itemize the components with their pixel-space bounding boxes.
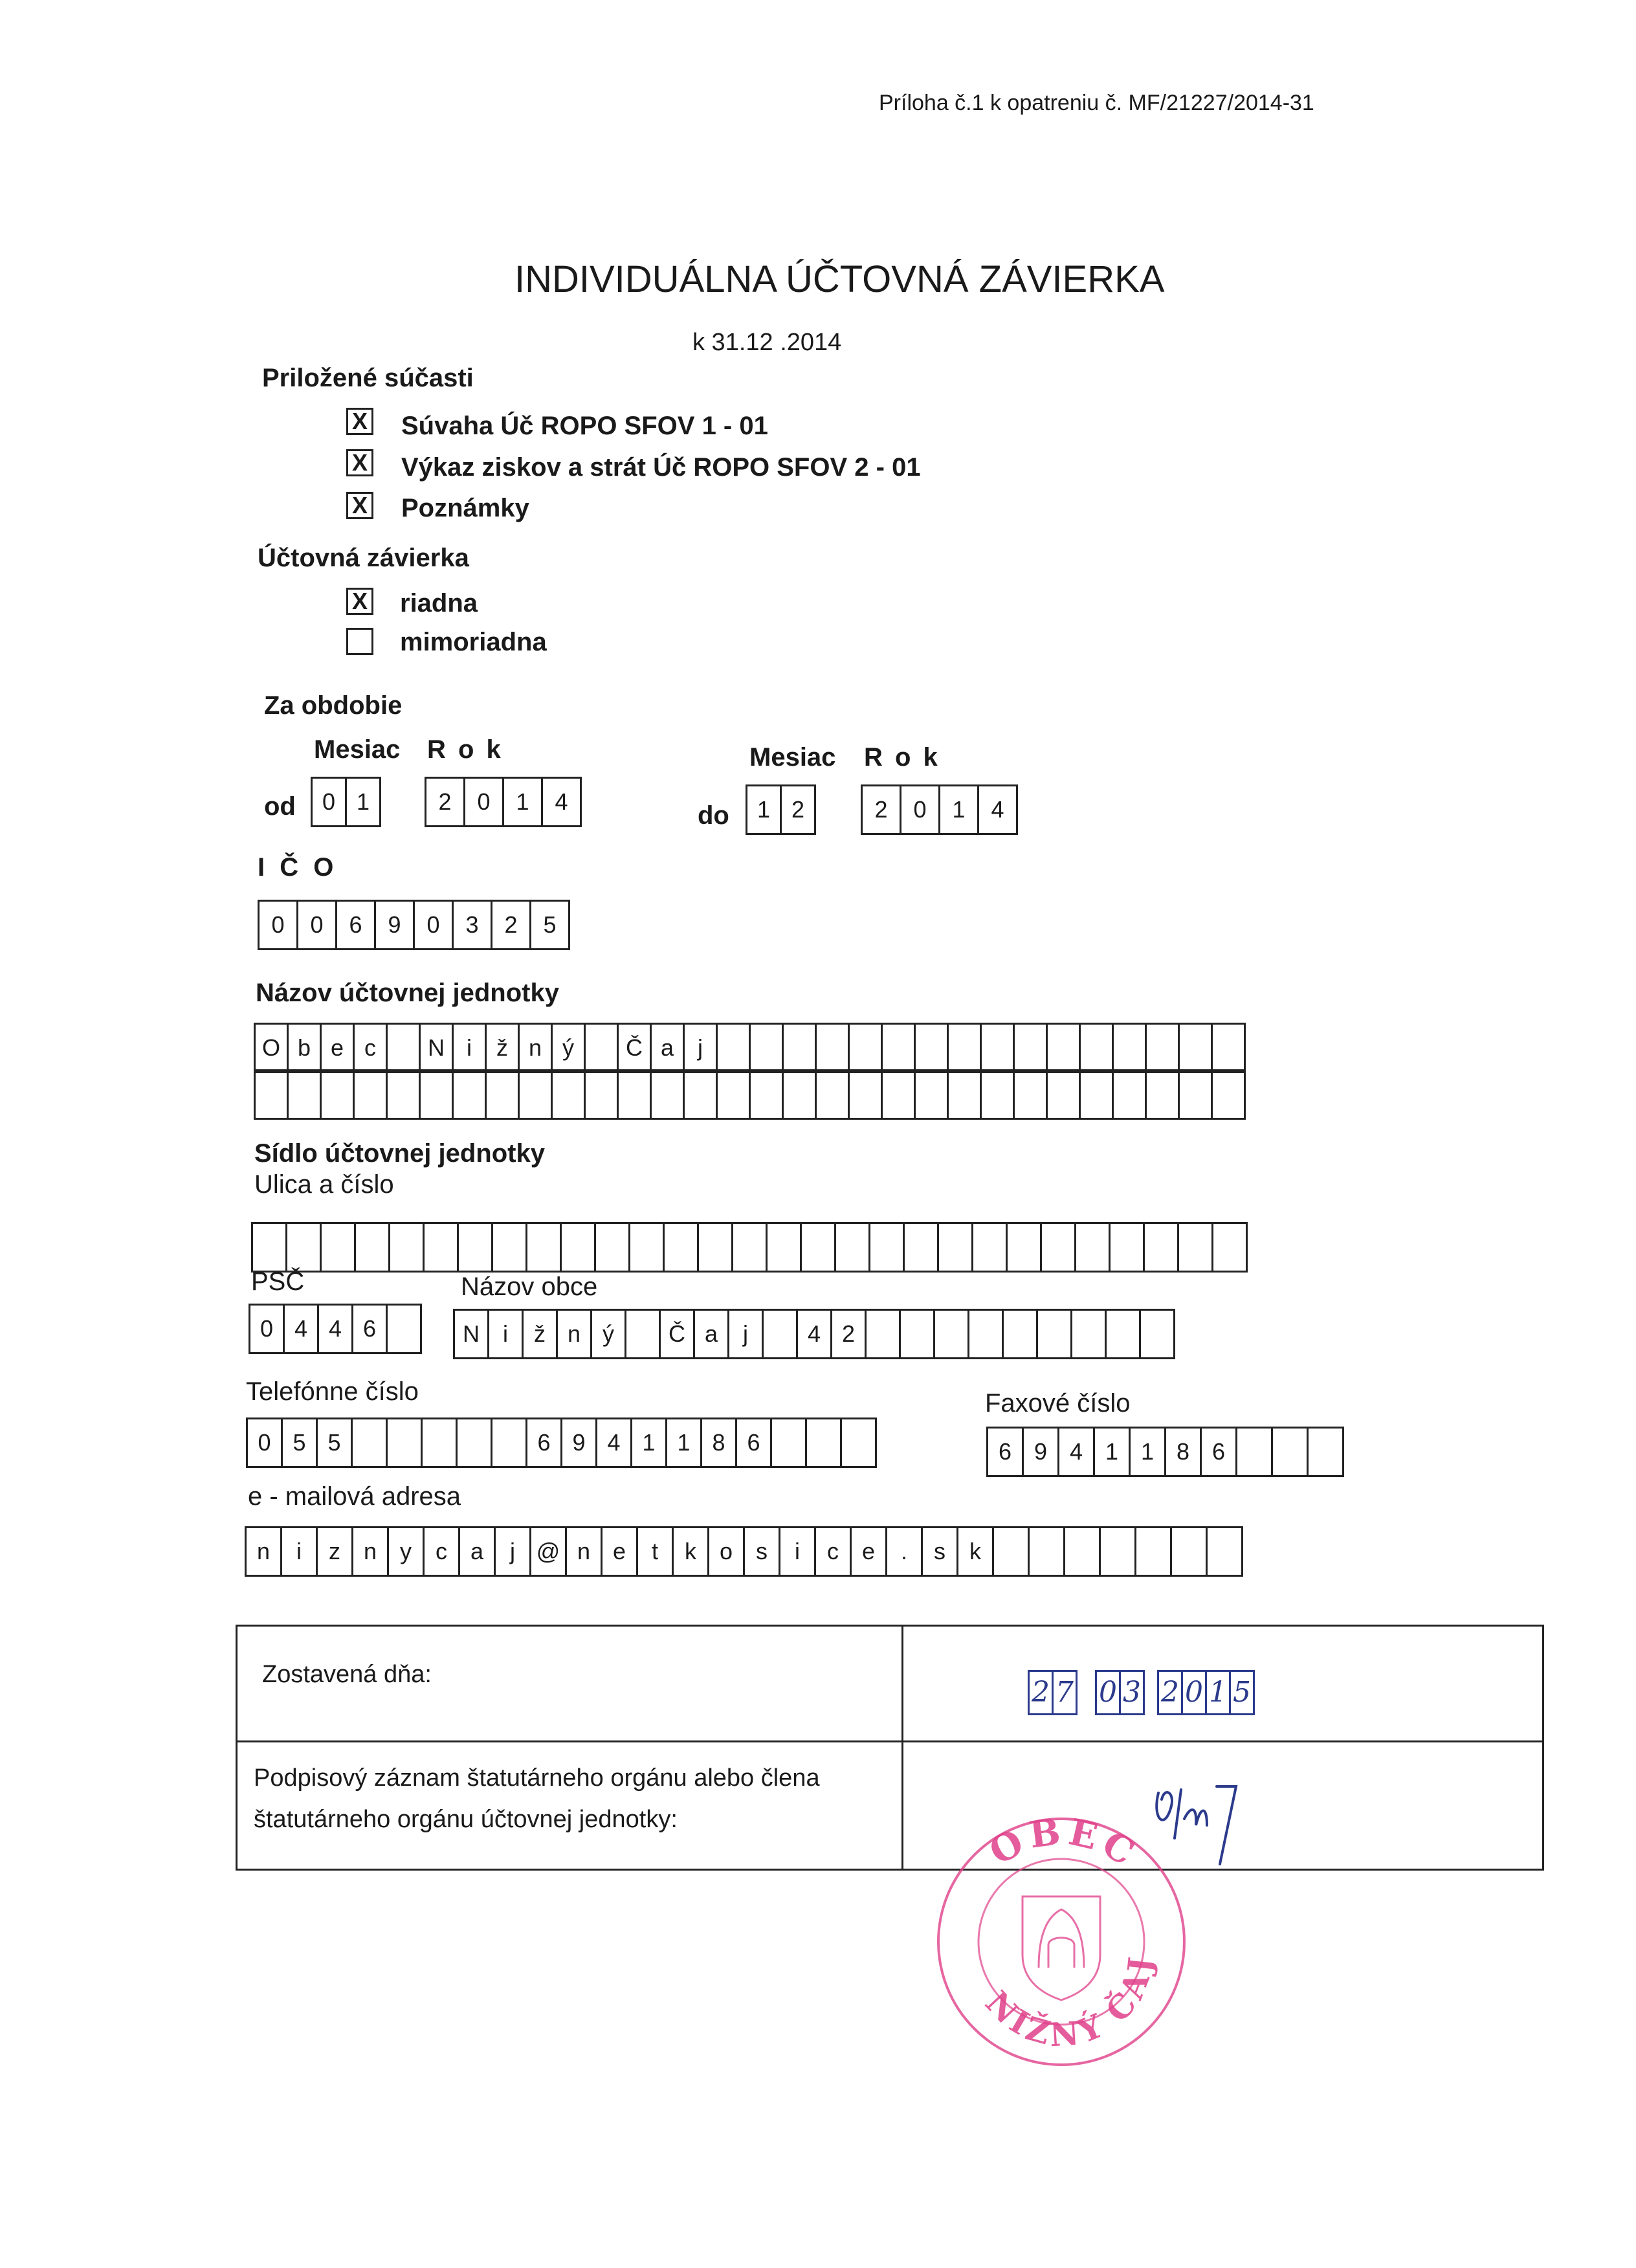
from-month-digit[interactable]: 0 (311, 777, 347, 827)
entity-name-char[interactable] (815, 1069, 850, 1120)
street-char[interactable] (937, 1222, 973, 1273)
email-char[interactable] (1206, 1526, 1243, 1577)
street-char[interactable] (1211, 1222, 1248, 1273)
email-char[interactable]: s (921, 1526, 958, 1577)
street-char[interactable] (1006, 1222, 1042, 1273)
email-char[interactable]: s (743, 1526, 780, 1577)
street-char[interactable] (423, 1222, 459, 1273)
fax-boxes[interactable] (986, 1427, 1344, 1477)
phone-digit[interactable] (840, 1418, 877, 1468)
date-line: k 31.12 .2014 (692, 329, 842, 356)
entity-name-char[interactable] (1145, 1023, 1180, 1073)
to-month-digit[interactable]: 1 (746, 784, 782, 835)
document-title: INDIVIDUÁLNA ÚČTOVNÁ ZÁVIERKA (514, 258, 1165, 300)
email-char[interactable]: k (956, 1526, 994, 1577)
phone-digit[interactable]: 6 (525, 1418, 562, 1468)
entity-name-char[interactable]: Č (617, 1023, 652, 1073)
city-char[interactable] (1139, 1309, 1175, 1359)
email-char[interactable]: . (885, 1526, 923, 1577)
entity-name-char[interactable] (617, 1069, 652, 1120)
email-char[interactable]: k (672, 1526, 709, 1577)
email-char[interactable]: y (387, 1526, 425, 1577)
email-char[interactable]: n (245, 1526, 282, 1577)
entity-name-char[interactable]: b (287, 1023, 322, 1073)
fax-digit[interactable]: 6 (1200, 1427, 1237, 1477)
coat-of-arms-icon (1022, 1896, 1100, 2000)
compiled-month-digit[interactable]: 0 (1095, 1670, 1121, 1715)
closing-type-label: Účtovná závierka (258, 544, 469, 572)
email-char[interactable]: o (707, 1526, 745, 1577)
checkbox-vykaz[interactable]: X (346, 449, 373, 476)
from-year-digit[interactable]: 2 (425, 777, 465, 827)
city-char[interactable]: 2 (830, 1309, 867, 1359)
entity-name-char[interactable] (1112, 1069, 1147, 1120)
fax-digit[interactable]: 9 (1022, 1427, 1059, 1477)
phone-digit[interactable]: 9 (560, 1418, 597, 1468)
phone-digit[interactable]: 8 (700, 1418, 737, 1468)
fax-digit[interactable]: 8 (1164, 1427, 1202, 1477)
email-char[interactable]: i (280, 1526, 318, 1577)
city-char[interactable] (899, 1309, 935, 1359)
entity-name-char[interactable] (881, 1069, 916, 1120)
entity-name-char[interactable]: a (650, 1023, 685, 1073)
phone-digit[interactable]: 5 (281, 1418, 318, 1468)
to-year-digit[interactable]: 0 (900, 784, 940, 835)
fax-label: Faxové číslo (985, 1389, 1131, 1418)
street-char[interactable] (971, 1222, 1008, 1273)
street-boxes[interactable] (251, 1222, 1248, 1273)
fax-digit[interactable]: 1 (1093, 1427, 1131, 1477)
street-label: Ulica a číslo (254, 1170, 394, 1199)
to-month-digit[interactable]: 2 (780, 784, 816, 835)
city-char[interactable]: 4 (796, 1309, 832, 1359)
city-char[interactable]: n (556, 1309, 592, 1359)
phone-digit[interactable] (421, 1418, 458, 1468)
street-char[interactable] (560, 1222, 596, 1273)
from-year-digit[interactable]: 1 (502, 777, 543, 827)
compiled-date-year[interactable] (1157, 1670, 1255, 1715)
street-char[interactable] (251, 1222, 287, 1273)
to-month-boxes[interactable] (746, 784, 816, 835)
phone-digit[interactable]: 6 (735, 1418, 772, 1468)
street-char[interactable] (594, 1222, 630, 1273)
compiled-date-month[interactable] (1095, 1670, 1145, 1715)
city-char[interactable]: i (487, 1309, 524, 1359)
entity-name-char[interactable] (419, 1069, 454, 1120)
compiled-month-digit[interactable]: 3 (1119, 1670, 1145, 1715)
city-char[interactable] (865, 1309, 901, 1359)
entity-name-char[interactable] (1013, 1023, 1048, 1073)
entity-name-char[interactable] (1145, 1069, 1180, 1120)
to-label: do (698, 801, 729, 830)
city-char[interactable] (967, 1309, 1004, 1359)
entity-name-char[interactable] (1046, 1069, 1081, 1120)
phone-digit[interactable] (351, 1418, 388, 1468)
street-char[interactable] (1040, 1222, 1076, 1273)
email-boxes[interactable] (245, 1526, 1243, 1577)
city-char[interactable] (762, 1309, 798, 1359)
ico-digit[interactable]: 3 (452, 900, 492, 950)
street-char[interactable] (320, 1222, 356, 1273)
email-char[interactable] (1028, 1526, 1065, 1577)
phone-digit[interactable] (491, 1418, 527, 1468)
address-label: Sídlo účtovnej jednotky (254, 1139, 545, 1168)
city-char[interactable] (1070, 1309, 1107, 1359)
to-year-digit[interactable]: 2 (861, 784, 901, 835)
phone-boxes[interactable] (246, 1418, 877, 1468)
fax-digit[interactable] (1271, 1427, 1309, 1477)
entity-name-char[interactable]: ý (551, 1023, 586, 1073)
entity-name-char[interactable] (914, 1023, 949, 1073)
compiled-day-digit[interactable]: 2 (1028, 1670, 1054, 1715)
fax-digit[interactable]: 4 (1057, 1427, 1095, 1477)
entity-name-char[interactable] (551, 1069, 586, 1120)
period-label: Za obdobie (264, 691, 403, 720)
entity-name-char[interactable] (749, 1069, 784, 1120)
compiled-year-digit[interactable]: 5 (1229, 1670, 1255, 1715)
street-char[interactable] (663, 1222, 699, 1273)
to-year-digit[interactable]: 4 (977, 784, 1018, 835)
entity-name-char[interactable]: j (683, 1023, 718, 1073)
compiled-year-digit[interactable]: 0 (1181, 1670, 1207, 1715)
fax-digit[interactable] (1307, 1427, 1344, 1477)
entity-name-row-1[interactable] (254, 1023, 1246, 1073)
entity-name-row-2[interactable] (254, 1069, 1246, 1120)
city-boxes[interactable] (453, 1309, 1175, 1359)
compiled-label: Zostavená dňa: (262, 1661, 432, 1688)
entity-name-char[interactable] (683, 1069, 718, 1120)
entity-name-char[interactable]: N (419, 1023, 454, 1073)
signature-label-2: štatutárneho orgánu účtovnej jednotky: (254, 1806, 678, 1833)
street-char[interactable] (457, 1222, 493, 1273)
entity-name-char[interactable] (782, 1023, 817, 1073)
street-char[interactable] (766, 1222, 802, 1273)
phone-digit[interactable]: 5 (316, 1418, 353, 1468)
from-year-digit[interactable]: 0 (463, 777, 504, 827)
phone-digit[interactable]: 1 (630, 1418, 667, 1468)
city-char[interactable]: ý (590, 1309, 626, 1359)
from-month-boxes[interactable] (311, 777, 381, 827)
checkbox-mimoriadna[interactable] (346, 628, 373, 655)
entity-name-char[interactable] (1112, 1023, 1147, 1073)
entity-name-char[interactable] (287, 1069, 322, 1120)
entity-name-char[interactable] (848, 1069, 883, 1120)
entity-name-char[interactable] (1211, 1023, 1246, 1073)
entity-name-char[interactable] (518, 1069, 553, 1120)
street-char[interactable] (388, 1222, 425, 1273)
entity-name-char[interactable] (452, 1069, 487, 1120)
city-char[interactable] (1105, 1309, 1141, 1359)
to-year-boxes[interactable] (861, 784, 1018, 835)
entity-name-char[interactable] (980, 1069, 1015, 1120)
entity-name-char[interactable] (320, 1069, 355, 1120)
ico-digit[interactable]: 0 (258, 900, 298, 950)
fax-digit[interactable] (1235, 1427, 1273, 1477)
stamp-bottom-text: NIŽNÝ ČAJ (978, 1951, 1160, 2054)
entity-name-char[interactable] (815, 1023, 850, 1073)
city-char[interactable] (1036, 1309, 1072, 1359)
checkbox-riadna[interactable]: X (346, 588, 373, 615)
entity-name-char[interactable] (386, 1023, 421, 1073)
entity-name-label: Názov účtovnej jednotky (256, 979, 559, 1007)
entity-name-char[interactable] (716, 1069, 751, 1120)
table-divider (901, 1627, 903, 1869)
email-char[interactable] (1063, 1526, 1101, 1577)
entity-name-char[interactable] (1079, 1069, 1114, 1120)
street-char[interactable] (1143, 1222, 1179, 1273)
checkbox-suvaha[interactable]: X (346, 408, 373, 435)
entity-name-char[interactable] (881, 1023, 916, 1073)
entity-name-char[interactable] (353, 1069, 388, 1120)
email-char[interactable]: t (636, 1526, 674, 1577)
street-char[interactable] (697, 1222, 733, 1273)
email-char[interactable] (992, 1526, 1030, 1577)
table-divider (238, 1740, 1542, 1742)
entity-name-char[interactable] (1013, 1069, 1048, 1120)
city-char[interactable] (933, 1309, 969, 1359)
phone-digit[interactable] (386, 1418, 423, 1468)
street-char[interactable] (903, 1222, 939, 1273)
ico-digit[interactable]: 9 (374, 900, 415, 950)
entity-name-char[interactable] (254, 1069, 289, 1120)
entity-name-char[interactable]: n (518, 1023, 553, 1073)
psc-digit[interactable]: 4 (283, 1304, 319, 1354)
compiled-day-digit[interactable]: 7 (1052, 1670, 1078, 1715)
entity-name-char[interactable]: e (320, 1023, 355, 1073)
entity-name-char[interactable] (980, 1023, 1015, 1073)
city-label: Názov obce (461, 1273, 598, 1301)
signature-table (236, 1625, 1544, 1871)
email-char[interactable]: c (814, 1526, 852, 1577)
ico-digit[interactable]: 0 (296, 900, 337, 950)
city-char[interactable] (625, 1309, 661, 1359)
phone-digit[interactable]: 0 (246, 1418, 283, 1468)
ico-boxes[interactable] (258, 900, 570, 950)
attached-parts-label: Priložené súčasti (262, 364, 474, 392)
entity-name-char[interactable] (914, 1069, 949, 1120)
email-char[interactable]: e (850, 1526, 887, 1577)
email-char[interactable]: @ (529, 1526, 567, 1577)
entity-name-char[interactable] (584, 1023, 619, 1073)
from-year-label: R o k (427, 735, 503, 764)
ico-label: I Č O (258, 853, 338, 882)
entity-name-char[interactable] (947, 1069, 982, 1120)
header-note: Príloha č.1 k opatreniu č. MF/21227/2014-31 (879, 91, 1314, 115)
street-char[interactable] (868, 1222, 905, 1273)
entity-name-char[interactable] (386, 1069, 421, 1120)
to-month-label: Mesiac (749, 743, 836, 772)
city-char[interactable]: a (693, 1309, 729, 1359)
street-char[interactable] (800, 1222, 836, 1273)
entity-name-char[interactable] (1178, 1023, 1213, 1073)
fax-digit[interactable]: 6 (986, 1427, 1024, 1477)
entity-name-char[interactable] (1211, 1069, 1246, 1120)
street-char[interactable] (285, 1222, 322, 1273)
psc-label: PSČ (251, 1267, 305, 1296)
ico-digit[interactable]: 0 (413, 900, 454, 950)
psc-digit[interactable]: 4 (317, 1304, 353, 1354)
city-char[interactable]: ž (522, 1309, 558, 1359)
compiled-date-day[interactable] (1028, 1670, 1078, 1715)
street-char[interactable] (731, 1222, 768, 1273)
street-char[interactable] (491, 1222, 527, 1273)
phone-digit[interactable]: 1 (665, 1418, 702, 1468)
psc-digit[interactable] (386, 1304, 422, 1354)
street-char[interactable] (354, 1222, 390, 1273)
label-mimoriadna: mimoriadna (400, 628, 547, 656)
street-char[interactable] (834, 1222, 870, 1273)
entity-name-char[interactable] (650, 1069, 685, 1120)
entity-name-char[interactable] (1079, 1023, 1114, 1073)
label-suvaha: Súvaha Úč ROPO SFOV 1 - 01 (401, 412, 768, 440)
label-vykaz: Výkaz ziskov a strát Úč ROPO SFOV 2 - 01 (401, 453, 921, 482)
entity-name-char[interactable] (749, 1023, 784, 1073)
label-riadna: riadna (400, 589, 478, 617)
checkbox-poznamky[interactable]: X (346, 492, 373, 519)
entity-name-char[interactable]: O (254, 1023, 289, 1073)
fax-digit[interactable]: 1 (1129, 1427, 1166, 1477)
phone-digit[interactable]: 4 (595, 1418, 632, 1468)
municipal-stamp (925, 1806, 1197, 2078)
phone-label: Telefónne číslo (246, 1377, 419, 1406)
entity-name-char[interactable]: i (452, 1023, 487, 1073)
email-label: e - mailová adresa (248, 1482, 461, 1511)
signature-label-1: Podpisový záznam štatutárneho orgánu alebo člena (254, 1764, 820, 1792)
email-char[interactable]: n (351, 1526, 389, 1577)
email-char[interactable]: c (423, 1526, 460, 1577)
entity-name-char[interactable]: ž (485, 1023, 520, 1073)
email-char[interactable] (1134, 1526, 1172, 1577)
psc-digit[interactable]: 6 (351, 1304, 388, 1354)
entity-name-char[interactable] (584, 1069, 619, 1120)
stamp-top-text: OBEC (982, 1810, 1147, 1877)
street-char[interactable] (1109, 1222, 1145, 1273)
psc-digit[interactable]: 0 (249, 1304, 285, 1354)
street-char[interactable] (525, 1222, 562, 1273)
city-char[interactable]: j (727, 1309, 764, 1359)
to-year-label: R o k (864, 743, 940, 772)
email-char[interactable] (1170, 1526, 1208, 1577)
email-char[interactable]: e (601, 1526, 638, 1577)
city-char[interactable]: Č (659, 1309, 695, 1359)
ico-digit[interactable]: 5 (529, 900, 570, 950)
compiled-year-digit[interactable]: 1 (1205, 1670, 1231, 1715)
from-label: od (264, 792, 296, 821)
phone-digit[interactable] (456, 1418, 492, 1468)
street-char[interactable] (1177, 1222, 1213, 1273)
entity-name-char[interactable] (716, 1023, 751, 1073)
from-month-label: Mesiac (314, 735, 401, 764)
from-year-digit[interactable]: 4 (541, 777, 582, 827)
from-year-boxes[interactable] (425, 777, 582, 827)
city-char[interactable] (1002, 1309, 1038, 1359)
email-char[interactable]: n (565, 1526, 602, 1577)
email-char[interactable] (1099, 1526, 1136, 1577)
street-char[interactable] (628, 1222, 665, 1273)
psc-boxes[interactable] (249, 1304, 422, 1354)
email-char[interactable]: i (779, 1526, 816, 1577)
entity-name-char[interactable] (1178, 1069, 1213, 1120)
phone-digit[interactable] (770, 1418, 807, 1468)
city-char[interactable]: N (453, 1309, 489, 1359)
entity-name-char[interactable]: c (353, 1023, 388, 1073)
from-month-digit[interactable]: 1 (345, 777, 381, 827)
email-char[interactable]: a (458, 1526, 496, 1577)
to-year-digit[interactable]: 1 (938, 784, 979, 835)
entity-name-char[interactable] (485, 1069, 520, 1120)
entity-name-char[interactable] (947, 1023, 982, 1073)
phone-digit[interactable] (805, 1418, 842, 1468)
ico-digit[interactable]: 6 (335, 900, 376, 950)
entity-name-char[interactable] (848, 1023, 883, 1073)
email-char[interactable]: j (494, 1526, 531, 1577)
compiled-year-digit[interactable]: 2 (1157, 1670, 1183, 1715)
ico-digit[interactable]: 2 (491, 900, 531, 950)
email-char[interactable]: z (316, 1526, 353, 1577)
entity-name-char[interactable] (1046, 1023, 1081, 1073)
street-char[interactable] (1074, 1222, 1111, 1273)
label-poznamky: Poznámky (401, 494, 529, 522)
entity-name-char[interactable] (782, 1069, 817, 1120)
